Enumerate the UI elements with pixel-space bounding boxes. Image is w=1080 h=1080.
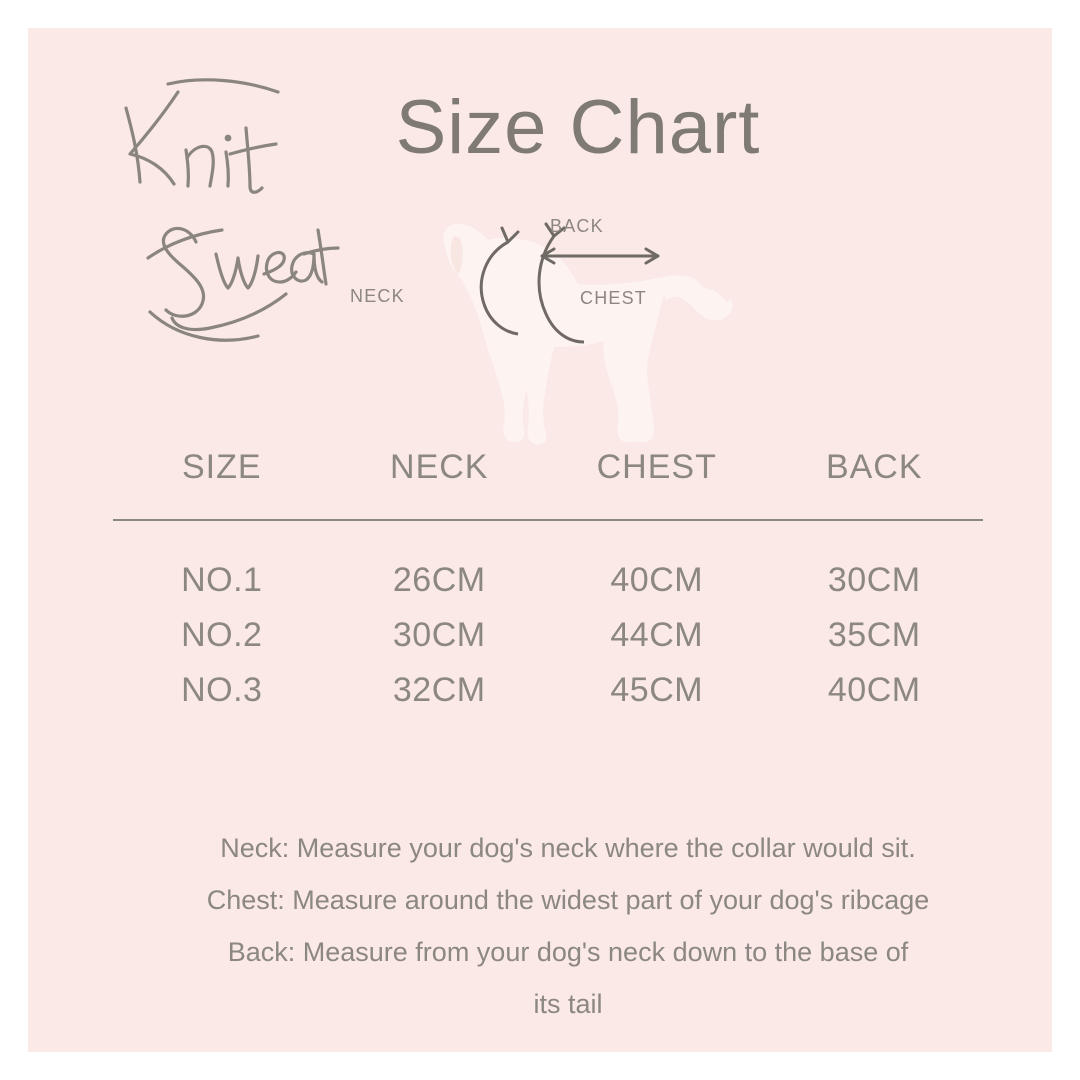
table-row — [113, 671, 983, 710]
label-back: BACK — [550, 216, 604, 236]
label-chest: CHEST — [580, 288, 648, 308]
dog-illustration — [350, 188, 778, 458]
measurement-notes — [78, 828, 1058, 1035]
page-title: Size Chart — [395, 85, 761, 170]
knit-sweater-script-logo — [90, 58, 340, 348]
note-back-continued: its tail — [533, 988, 603, 1019]
column-header-size: SIZE — [181, 448, 262, 486]
column-header-back: BACK — [825, 448, 923, 486]
note-chest: Chest: Measure around the widest part of your dog's ribcage — [206, 884, 930, 915]
cell-neck: 32CM — [392, 671, 486, 709]
cell-back: 40CM — [827, 671, 921, 709]
cell-neck: 30CM — [392, 616, 486, 654]
column-header-neck: NECK — [390, 448, 489, 486]
cell-size: NO.3 — [181, 671, 263, 709]
cell-neck: 26CM — [392, 561, 486, 599]
note-neck: Neck: Measure your dog's neck where the collar would sit. — [220, 833, 916, 863]
size-table — [113, 448, 983, 726]
cell-chest: 40CM — [610, 561, 704, 599]
cell-back: 35CM — [827, 616, 921, 654]
table-row — [113, 561, 983, 600]
size-chart-card — [28, 28, 1052, 1052]
cell-size: NO.1 — [181, 561, 263, 599]
cell-chest: 45CM — [610, 671, 704, 709]
table-header-row — [113, 448, 983, 513]
label-neck: NECK — [350, 286, 405, 306]
cell-back: 30CM — [827, 561, 921, 599]
note-back: Back: Measure from your dog's neck down to the base of — [227, 936, 909, 967]
column-header-chest: CHEST — [596, 448, 717, 486]
table-row — [113, 616, 983, 655]
table-divider — [113, 519, 983, 521]
cell-size: NO.2 — [181, 616, 263, 654]
cell-chest: 44CM — [610, 616, 704, 654]
table-body — [113, 561, 983, 710]
